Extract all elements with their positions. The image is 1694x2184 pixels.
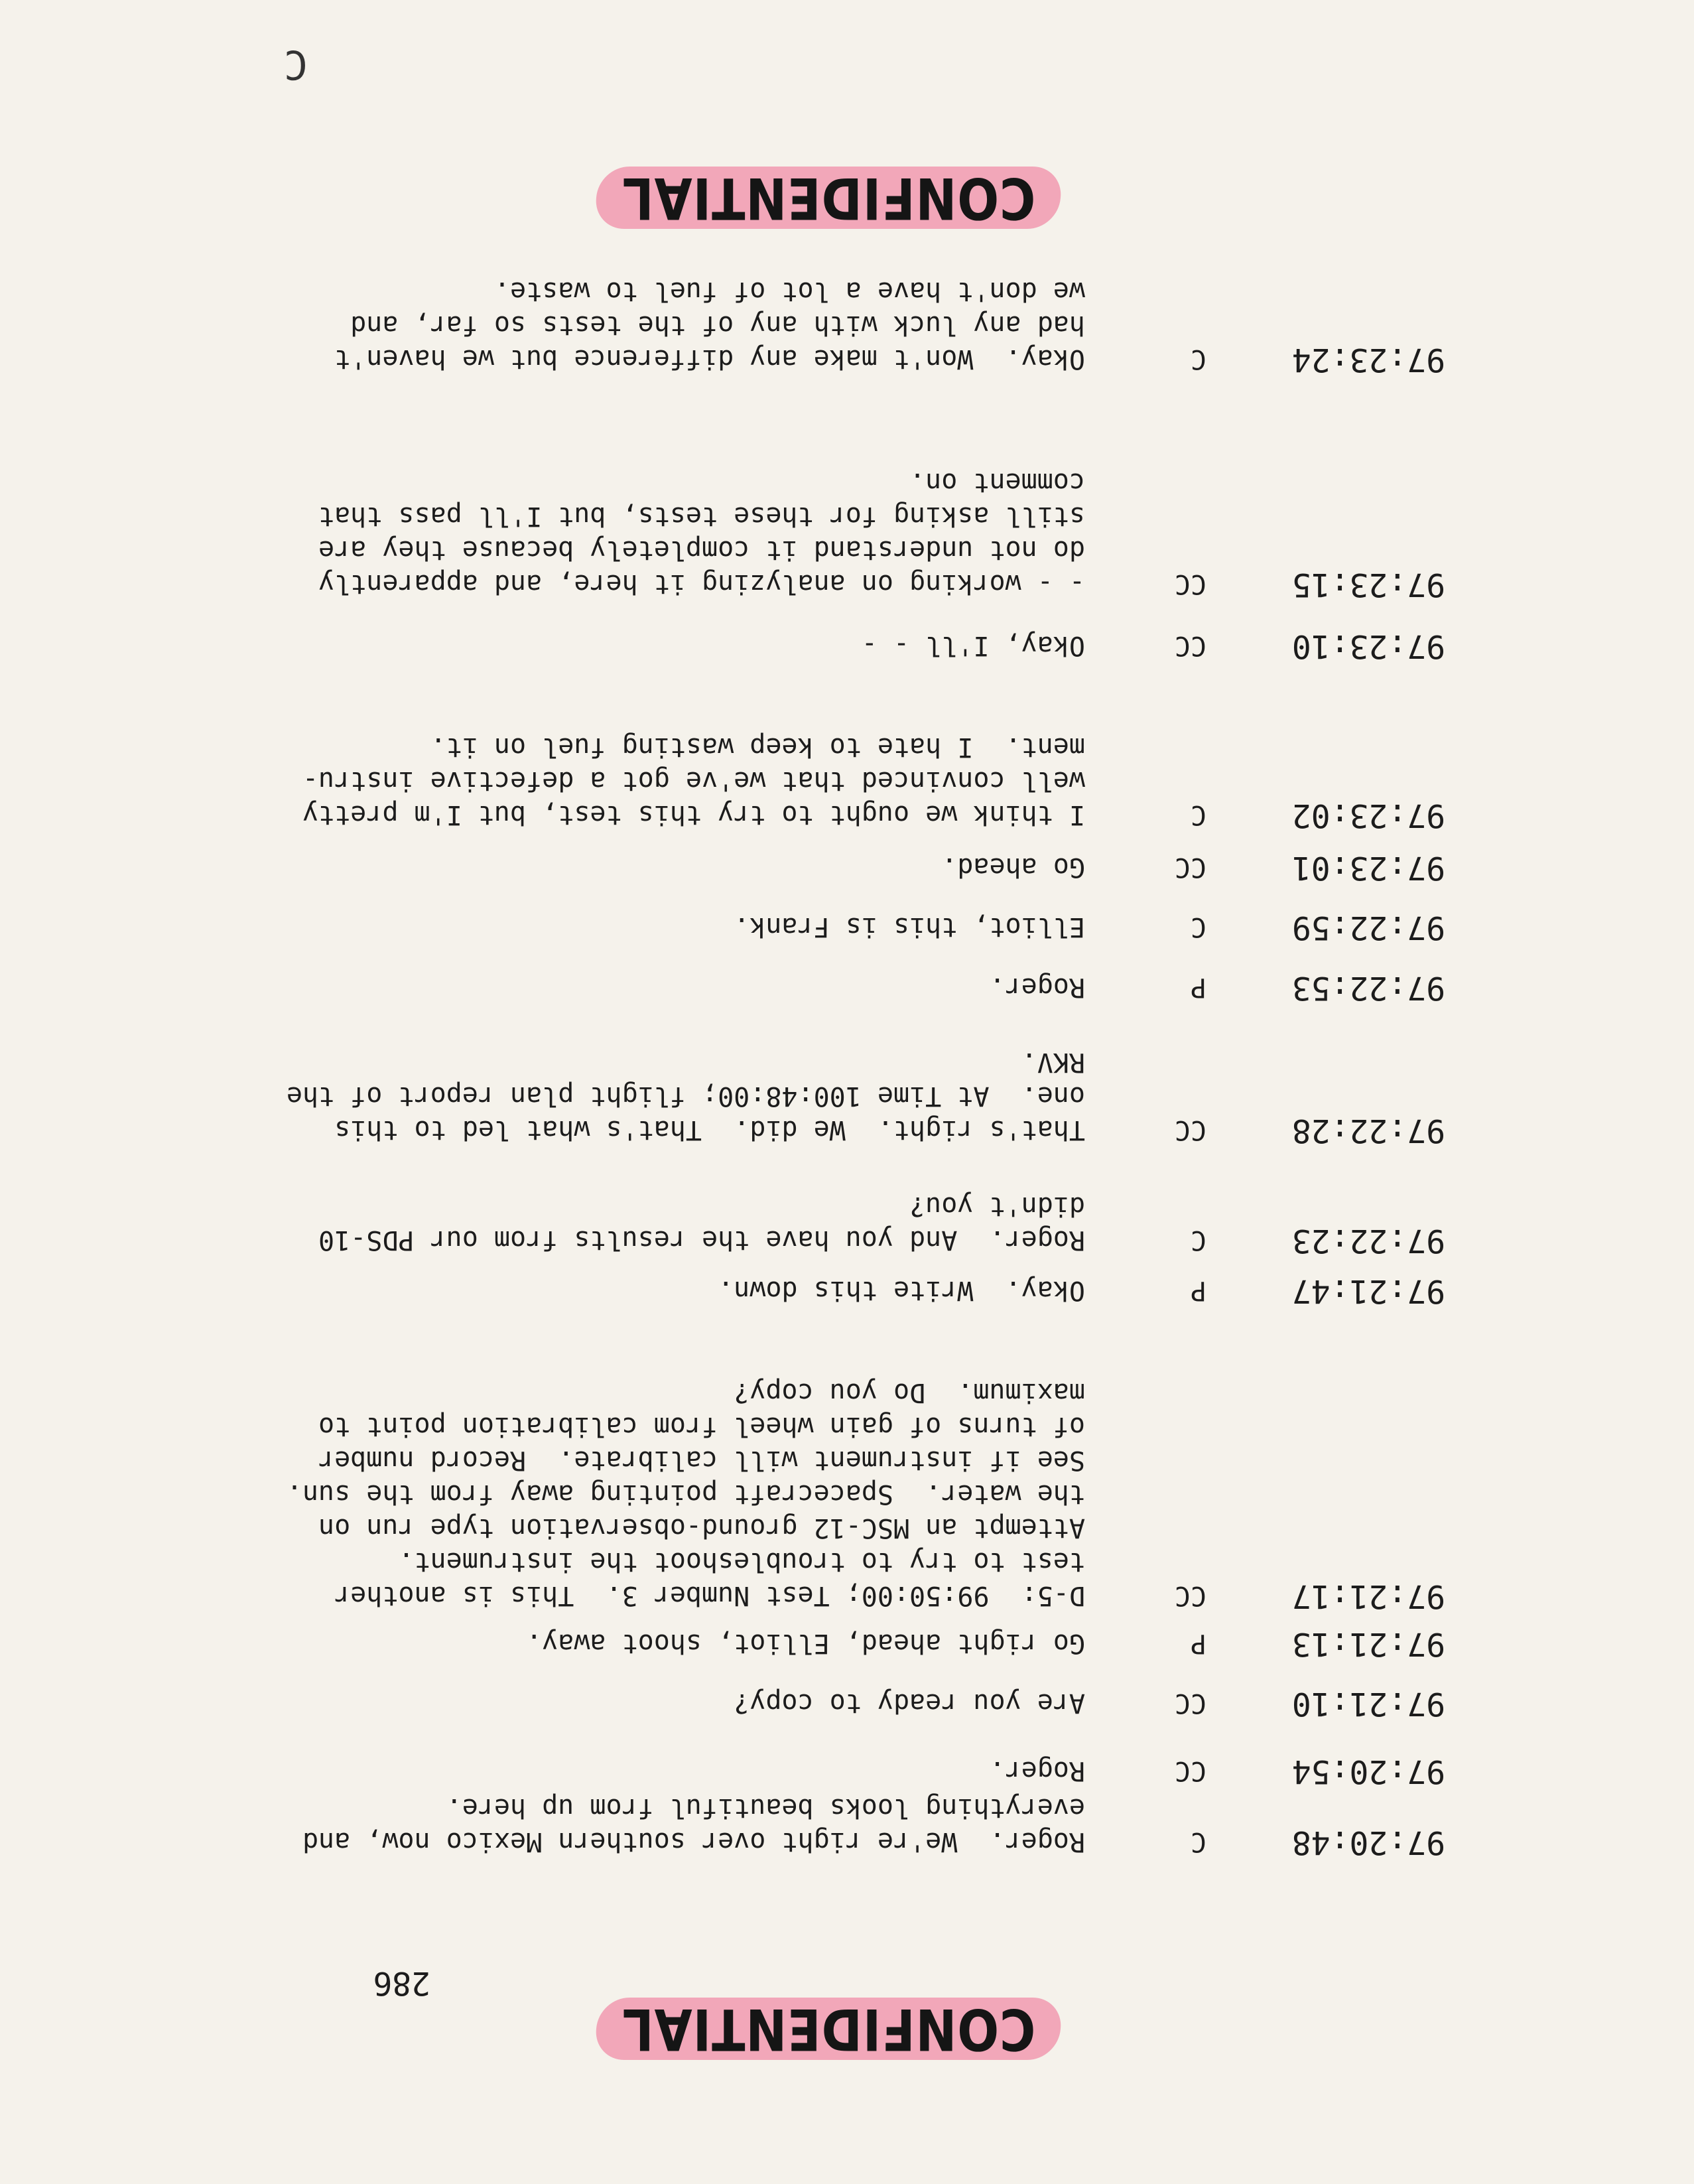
dialogue-text: Elliot, this is Frank. — [734, 912, 1085, 942]
timestamp: 97:21:10 — [1291, 1685, 1445, 1722]
timestamp: 97:23:24 — [1291, 341, 1445, 378]
speaker-code: CC — [1174, 1580, 1206, 1611]
dialogue-text: Roger. — [989, 1755, 1085, 1786]
speaker-code: C — [1190, 912, 1206, 942]
dialogue-text: Are you ready to copy? — [734, 1688, 1085, 1718]
timestamp: 97:21:17 — [1291, 1578, 1445, 1615]
dialogue-text: Go right ahead, Elliot, shoot away. — [526, 1628, 1085, 1659]
speaker-code: C — [1190, 799, 1206, 830]
dialogue-text: D-5: 99:50:00; Test Number 3. This is another test to try to troubleshoot the instrument. Attempt an MSC-12 ground-observation type run on the water. Spacecraft pointing away from the sun. See if instrument will calibrate. Record number of turns of gain wheel from calibration point to maximum. Do you copy? — [286, 1377, 1085, 1611]
timestamp: 97:22:28 — [1291, 1112, 1445, 1149]
speaker-code: P — [1190, 972, 1206, 1002]
timestamp: 97:20:54 — [1291, 1753, 1445, 1790]
dialogue-text: Okay, I'll - - — [861, 630, 1085, 661]
speaker-code: C — [1190, 1225, 1206, 1255]
dialogue-text: That's right. We did. That's what led to this one. At Time 100:48:00; flight plan report of the RKV. — [286, 1047, 1085, 1145]
timestamp: 97:23:15 — [1291, 566, 1445, 603]
speaker-code: CC — [1174, 852, 1206, 882]
dialogue-text: Go ahead. — [941, 852, 1085, 882]
confidential-stamp-top — [603, 1990, 1054, 2068]
dialogue-text: Roger. — [989, 972, 1085, 1002]
timestamp: 97:22:59 — [1291, 909, 1445, 946]
dialogue-text: Okay. Write this down. — [718, 1275, 1085, 1306]
timestamp: 97:21:47 — [1291, 1272, 1445, 1310]
dialogue-text: Okay. Won't make any difference but we haven't had any luck with any of the tests so far, and we don't have a lot of fuel to waste. — [334, 276, 1085, 374]
speaker-code: CC — [1174, 630, 1206, 661]
page-number: 286 — [373, 1964, 430, 2002]
speaker-code: CC — [1174, 569, 1206, 599]
timestamp: 97:20:48 — [1291, 1824, 1445, 1861]
confidential-stamp-bottom — [603, 159, 1054, 237]
dialogue-text: - - working on analyzing it here, and apparently do not understand it completely because they are still asking for these tests, but I'll pass that comment on. — [318, 467, 1085, 599]
timestamp: 97:21:13 — [1291, 1625, 1445, 1663]
speaker-code: CC — [1174, 1755, 1206, 1786]
dialogue-text: Roger. We're right over southern Mexico now, and everything looks beautiful from up here. — [302, 1793, 1085, 1857]
speaker-code: P — [1190, 1275, 1206, 1306]
dialogue-text: Roger. And you have the results from our PDS-10 didn't you? — [318, 1191, 1085, 1255]
speaker-code: C — [1190, 1826, 1206, 1857]
timestamp: 97:22:23 — [1291, 1222, 1445, 1259]
timestamp: 97:23:10 — [1291, 628, 1445, 665]
speaker-code: CC — [1174, 1688, 1206, 1718]
timestamp: 97:23:01 — [1291, 849, 1445, 886]
stamp-text: CONFIDENTIAL — [621, 1996, 1035, 2062]
margin-mark: C — [283, 41, 308, 88]
stamp-text: CONFIDENTIAL — [621, 165, 1035, 231]
timestamp: 97:23:02 — [1291, 797, 1445, 834]
speaker-code: P — [1190, 1628, 1206, 1659]
speaker-code: CC — [1174, 1115, 1206, 1145]
timestamp: 97:22:53 — [1291, 969, 1445, 1006]
dialogue-text: I think we ought to try this test, but I'm pretty well convinced that we've got a defective instru- ment. I hate to keep wasting fuel on it. — [302, 732, 1085, 830]
speaker-code: C — [1190, 344, 1206, 374]
